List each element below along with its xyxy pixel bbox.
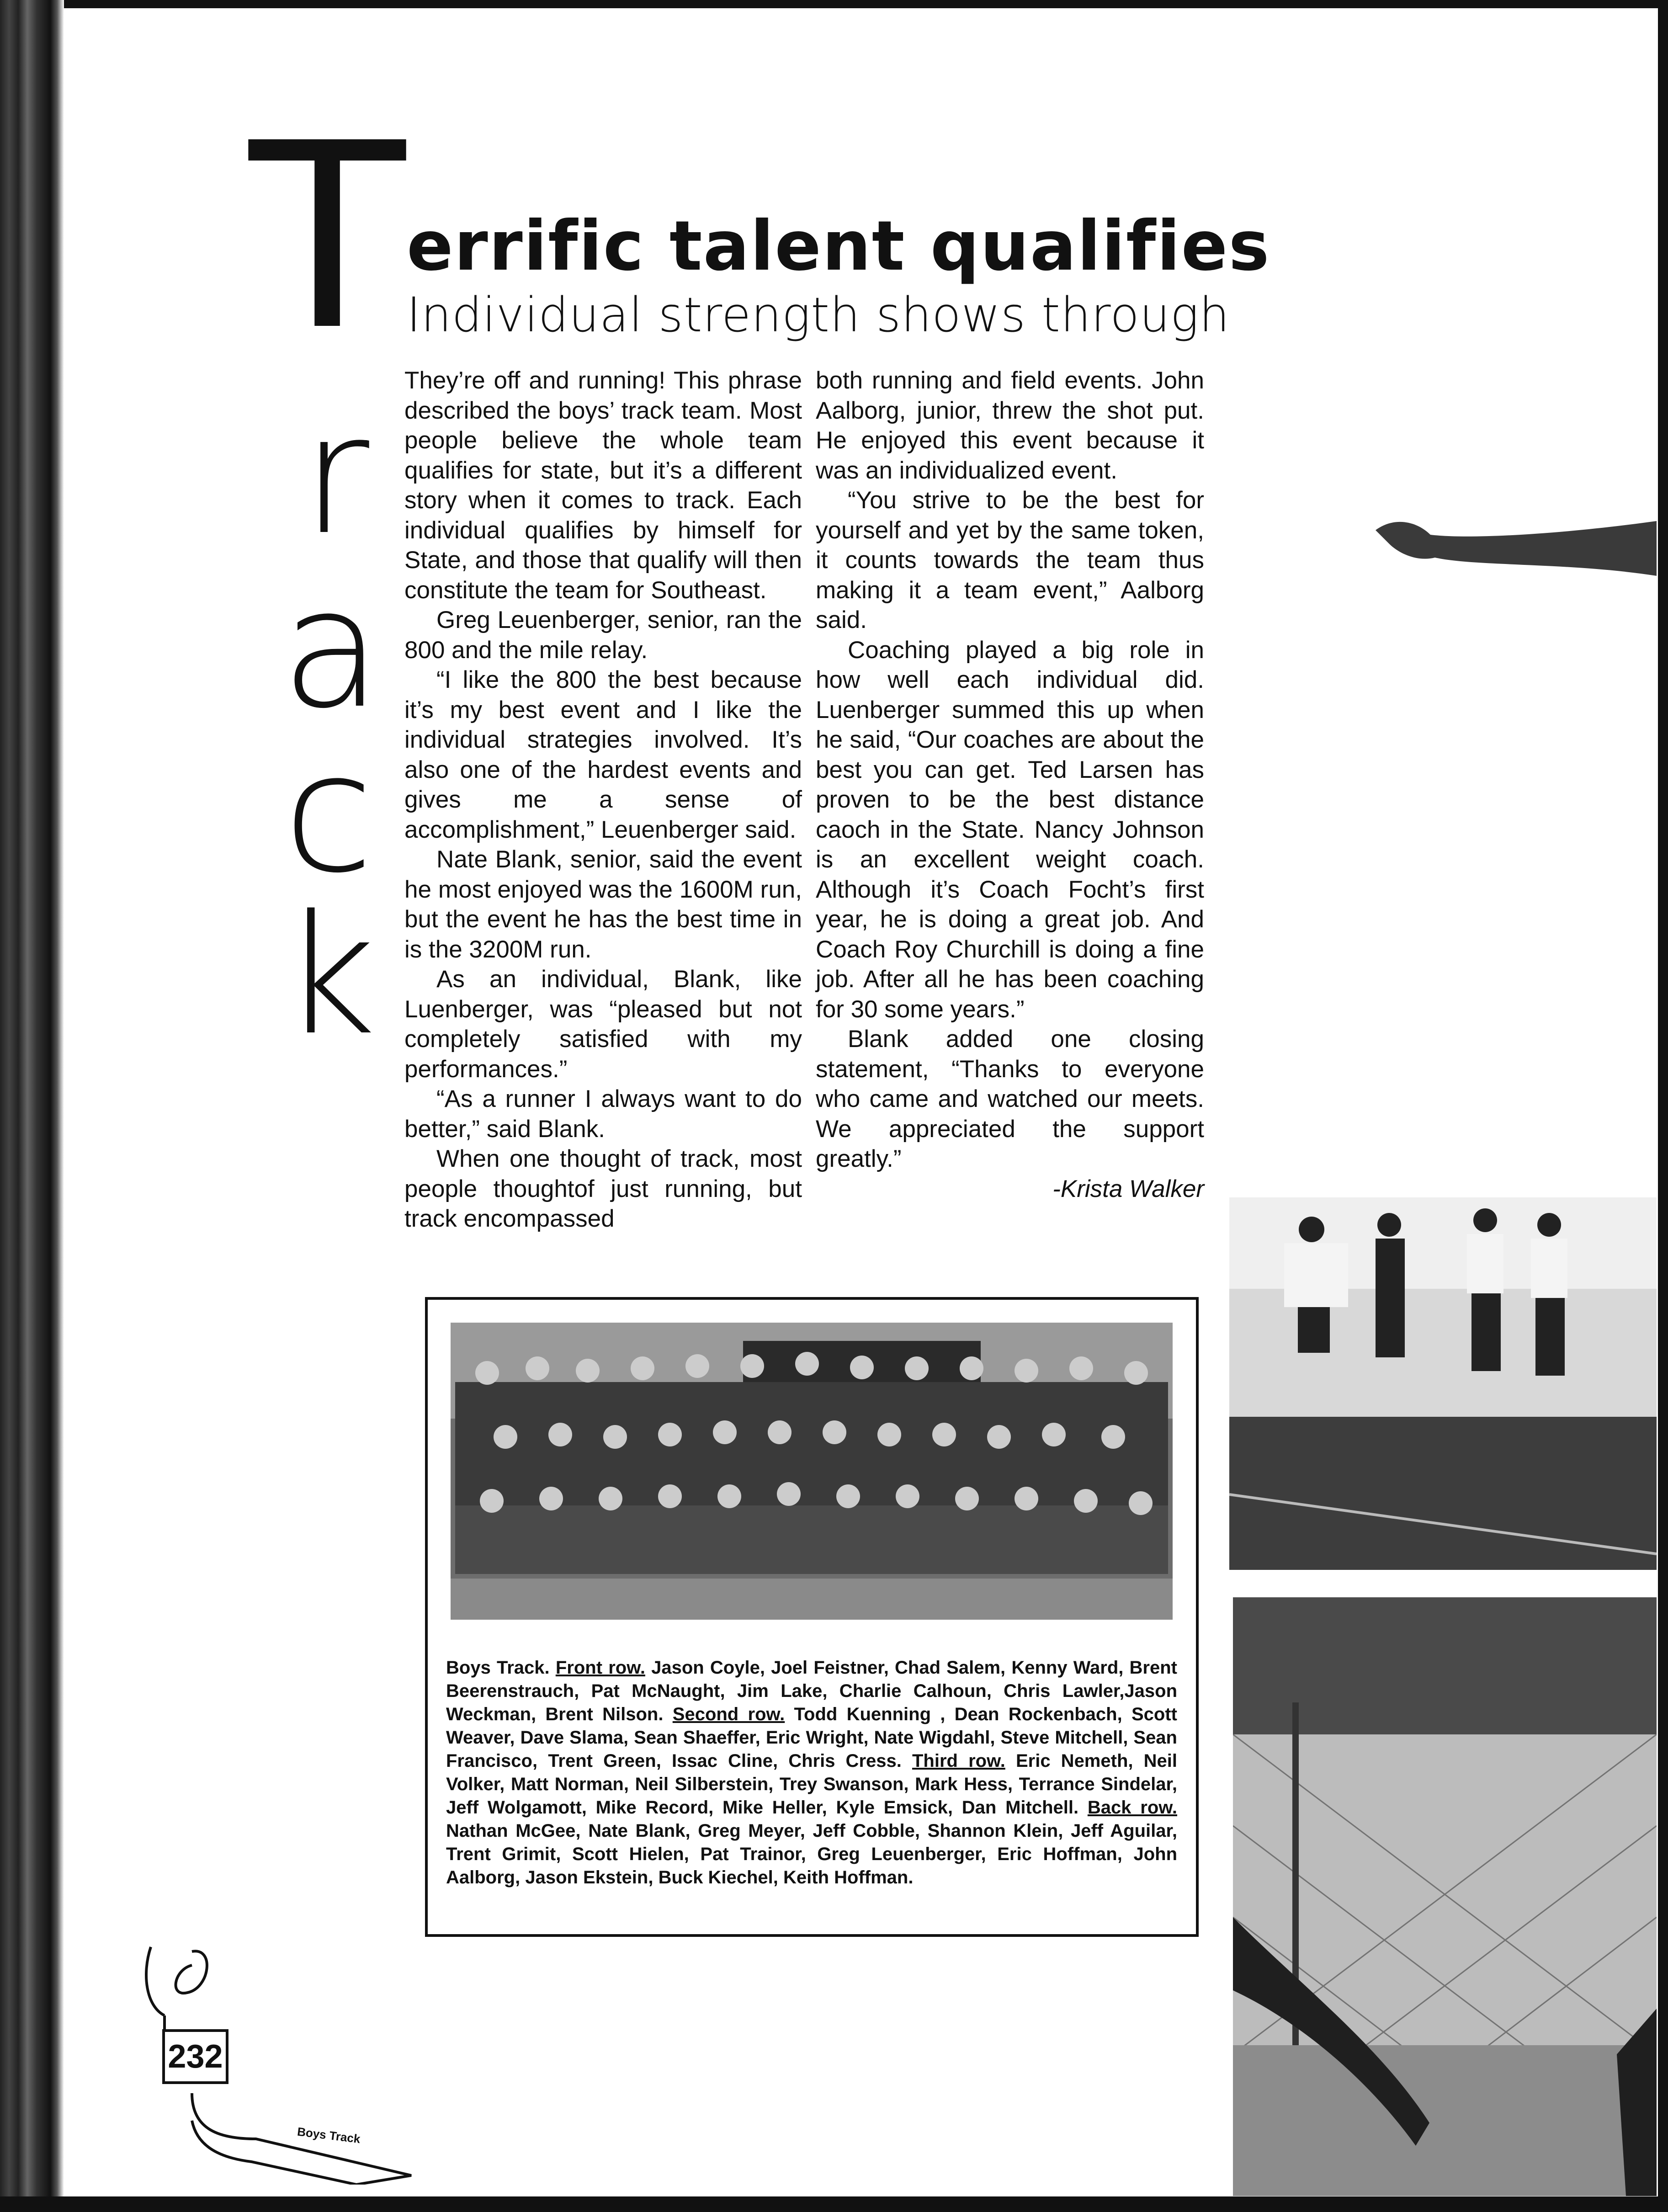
book-spine <box>0 0 64 2212</box>
caption-back-row-label: Back row. <box>1087 1797 1177 1818</box>
paragraph: When one thought of track, most people thoughtof just running, but track encompassed <box>404 1145 802 1232</box>
caption-front-row-label: Front row. <box>555 1658 645 1678</box>
caption-second-row-names: Todd Kuenning , Dean Rockenbach, Scott Weaver, Dave Slama, Sean Shaeffer, Eric Wright, Nate Wigdahl, Steve Mitchell, Sean Francisco, Trent Green, Issac Cline, Chris Cress. <box>446 1704 1177 1771</box>
caption-front-row-names: Jason Coyle, Joel Feistner, Chad Salem, Kenny Ward, Brent Beerenstrauch, Pat McNaught, Jim Lake, Charlie Calhoun, Chris Lawler,Jason Weckman, Brent Nilson. <box>446 1658 1177 1724</box>
caption-second-row-label: Second row. <box>672 1704 785 1724</box>
team-photo <box>451 1323 1173 1620</box>
caption-third-row-label: Third row. <box>912 1751 1005 1771</box>
title-letter-t: T <box>249 89 406 387</box>
title-letter-r: r <box>302 379 370 571</box>
caption-third-row-names: Eric Nemeth, Neil Volker, Matt Norman, Neil Silberstein, Trey Swanson, Mark Hess, Terrance Sindelar, Jeff Wolgamott, Mike Record, Mike Heller, Kyle Emsick, Dan Mitchell. <box>446 1751 1177 1818</box>
paragraph: “As a runner I always want to do better,” said Blank. <box>404 1085 802 1143</box>
paragraph: Coaching played a big role in how well each individual did. Luenberger summed this up when he said, “Our coaches are about the best you can get. Ted Larsen has proven to be the best distance caoch in the State. Nancy Johnson is an excellent weight coach. Although it’s Coach Focht’s first year, he is doing a great job. And Coach Roy Churchill is doing a fine job. After all he has been coaching for 30 some years.” <box>816 636 1204 1023</box>
paragraph: Nate Blank, senior, said the event he most enjoyed was the 1600M run, but the event he has the best time in is the 3200M run. <box>404 846 802 963</box>
scan-top-edge <box>0 0 1668 8</box>
title-letter-a: a <box>281 553 382 744</box>
paragraph: Blank added one closing statement, “Thanks to everyone who came and watched our meets. We appreciated the support greatly.” <box>816 1026 1204 1172</box>
team-photo-box <box>425 1297 1199 1937</box>
caption-back-row-names: Nathan McGee, Nate Blank, Greg Meyer, Jeff Cobble, Shannon Klein, Jeff Aguilar, Trent Grimit, Scott Hielen, Pat Trainor, Greg Leuenberger, Eric Hoffman, John Aalborg, Jason Ekstein, Buck Kiechel, Keith Hoffman. <box>446 1821 1177 1888</box>
paragraph: “I like the 800 the best because it’s my best event and I like the individual strategies involved. It’s also one of the hardest events and gives me a sense of accomplishment,” Leuenberger said. <box>404 666 802 843</box>
caption-title: Boys Track. <box>446 1658 550 1678</box>
subheadline: Individual strength shows through <box>407 287 1230 343</box>
section-tab-label: Boys Track <box>296 2124 361 2146</box>
paragraph: both running and field events. John Aalborg, junior, threw the shot put. He enjoyed this event because it was an individualized event. <box>816 367 1204 484</box>
paragraph: As an individual, Blank, like Luenberger, was “pleased but not completely satisfied with my performances.” <box>404 966 802 1083</box>
scan-right-edge <box>1658 0 1668 2212</box>
reaching-arm-photo <box>1376 512 1657 585</box>
byline: -Krista Walker <box>1052 1175 1204 1202</box>
paragraph: Greg Leuenberger, senior, ran the 800 and the mile relay. <box>404 606 802 664</box>
paragraph: “You strive to be the best for yourself and yet by the same token, it counts towards the team thus making it a team event,” Aalborg said. <box>816 487 1204 633</box>
page-number: 232 <box>162 2029 228 2084</box>
track-runners-photo <box>1229 1197 1657 1570</box>
fence-runner-photo <box>1233 1597 1657 2196</box>
team-photo-caption <box>446 1656 1177 1889</box>
article-right-column <box>816 366 1204 1204</box>
scan-bottom-edge <box>0 2196 1668 2212</box>
article-left-column <box>404 366 802 1234</box>
headline: errific talent qualifies <box>407 207 1270 286</box>
title-letter-k: k <box>281 880 377 1071</box>
paragraph: They’re off and running! This phrase described the boys’ track team. Most people believe the whole team qualifies for state, but it’s a different story when it comes to track. Each individual qualifies by himself for State, and those that qualify will then constitute the team for Southeast. <box>404 367 802 604</box>
title-letter-c: c <box>283 718 374 909</box>
